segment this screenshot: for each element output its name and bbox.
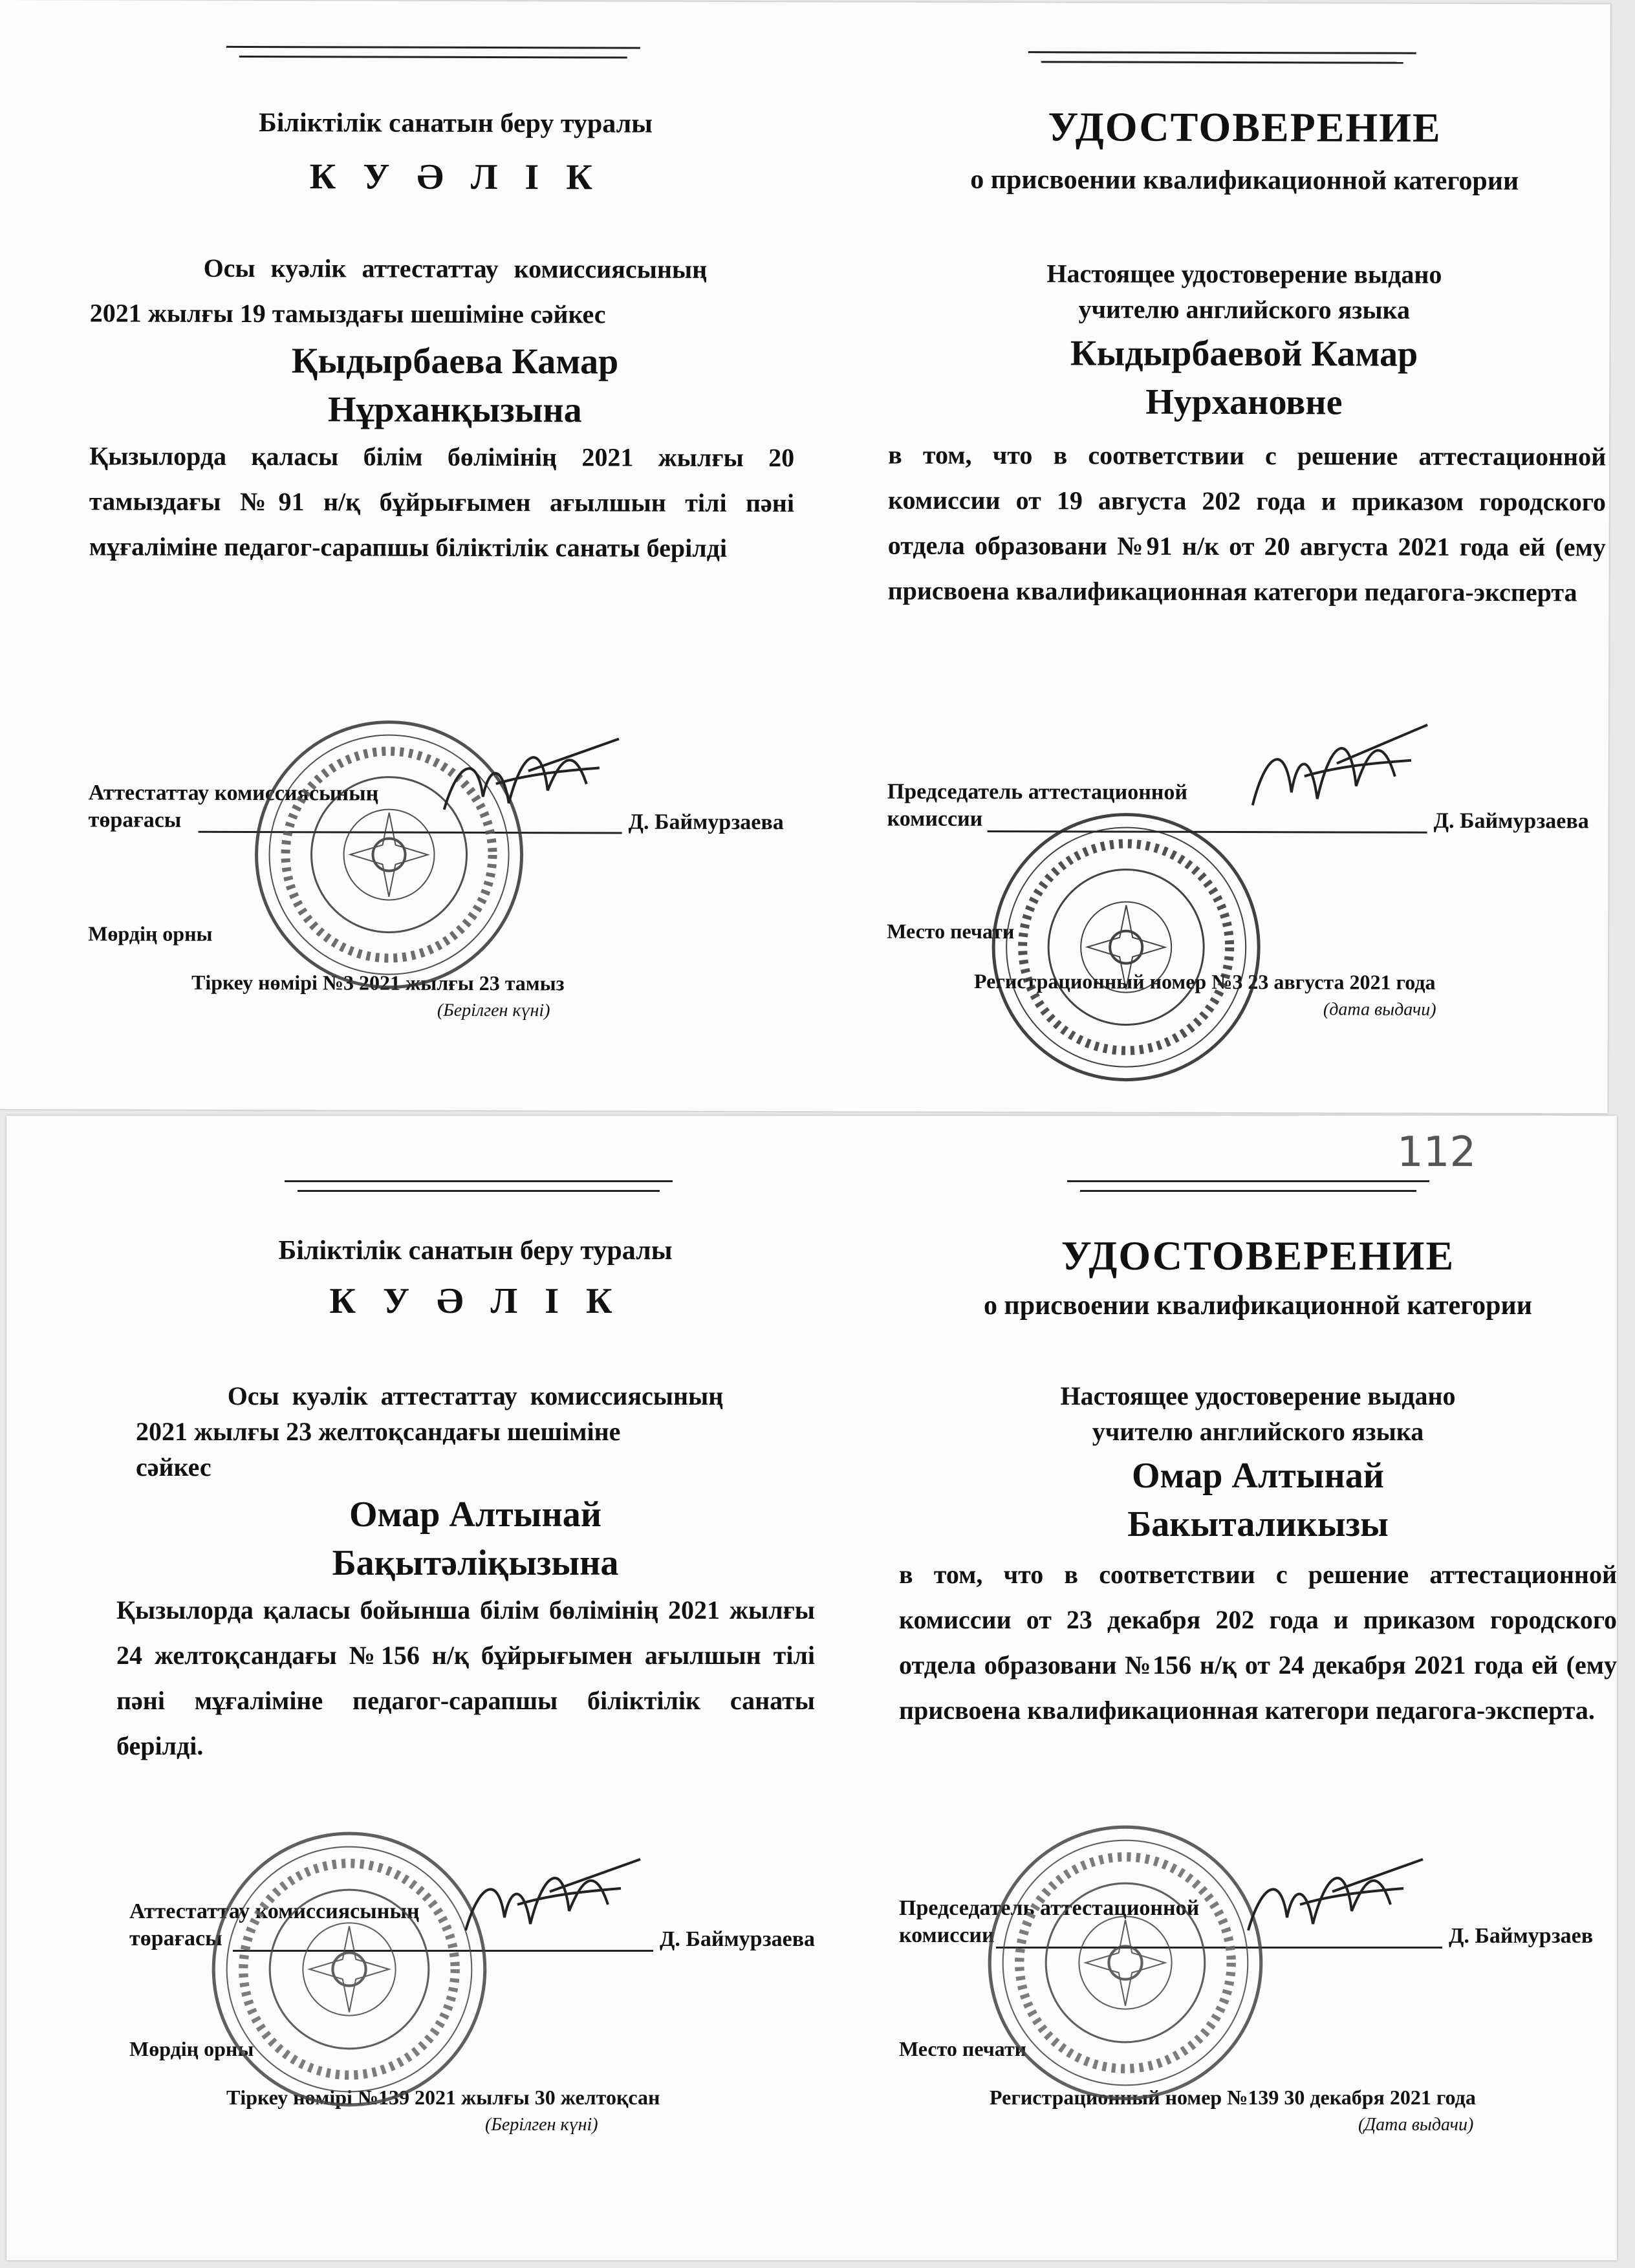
signature-icon [453, 1846, 647, 1950]
rus-recipient-name-1: Омар Алтынай [1131, 1456, 1385, 1496]
kaz-intro-line-1: Осы куәлік аттестаттау комиссиясының [203, 253, 708, 284]
rus-signer-name: Д. Баймурзаева [1433, 808, 1589, 834]
kaz-title-big: К У Ә Л І К [329, 1281, 622, 1321]
rus-intro-line-2: учителю английского языка [1078, 294, 1411, 325]
kaz-title-big: К У Ә Л І К [309, 157, 601, 198]
rus-registration: Регистрационный номер №139 30 декабря 2021 года [990, 2086, 1476, 2109]
header-rules [285, 1180, 673, 1200]
russian-panel [858, 2, 1610, 1113]
official-seal-icon [987, 808, 1266, 1086]
page-number-mark: 112 [1397, 1129, 1477, 1176]
kaz-date-note: (Берілген күні) [485, 2115, 598, 2135]
kaz-chair-label-line-2: төрағасы [88, 808, 182, 832]
kazakh-panel [69, 0, 841, 1111]
kaz-body-text: Қызылорда қаласы бойынша білім бөлімінің 2021 жылғы 24 желтоқсандағы №156 н/қ бұйрығымен ағылшын тілі пәні мұғаліміне педагог-сарапшы біліктілік санаты берілді. [116, 1595, 815, 1760]
rus-signer-name: Д. Баймурзаев [1449, 1924, 1594, 1948]
rus-intro-line-2: учителю английского языка [1092, 1417, 1424, 1446]
kaz-chair-label-line-2: төрағасы [129, 1927, 222, 1950]
signature-icon [1235, 1846, 1429, 1950]
kaz-title-small: Біліктілік санатын беру туралы [258, 108, 653, 139]
rus-title-small: о присвоении квалификационной категории [970, 164, 1519, 197]
kaz-chair-label-line-1: Аттестаттау комиссиясының [88, 781, 379, 806]
kaz-intro-line-1: Осы куәлік аттестаттау комиссиясының [227, 1381, 724, 1410]
kaz-registration: Тіркеу нөмірі №139 2021 жылғы 30 желтоқсан [226, 2086, 660, 2109]
certificate-sheet-2 [6, 1116, 1617, 2260]
rus-chair-label-line-2: комиссии [899, 1923, 995, 1947]
kaz-recipient-name-2: Бақытәліқызына [332, 1543, 619, 1583]
rus-date-note: (дата выдачи) [1323, 999, 1436, 1020]
kaz-seal-place: Мөрдің орны [129, 2037, 254, 2060]
kaz-chair-label-line-1: Аттестаттау комиссиясының [129, 1899, 420, 1923]
kaz-recipient-name-1: Омар Алтынай [349, 1495, 602, 1535]
kaz-seal-place: Мөрдің орны [88, 922, 213, 945]
kaz-intro-line-3: сәйкес [136, 1453, 211, 1482]
rus-chair-label-line-1: Председатель аттестационной [899, 1896, 1200, 1920]
header-rules [226, 46, 640, 67]
russian-panel [873, 1116, 1617, 2260]
kaz-intro-line-2: 2021 жылғы 23 желтоқсандағы шешіміне [136, 1417, 621, 1446]
kaz-title-small: Біліктілік санатын беру туралы [278, 1236, 673, 1266]
rus-seal-place: Место печати [899, 2037, 1027, 2060]
signature-icon [1240, 715, 1434, 825]
rus-body-text: в том, что в соответствии с решение аттестационной комиссии от 23 декабря 202 года и приказом городского отдела образовани №156 н/қ от 24 декабря 2021 года ей (ему присвоена квалификационная категори педагога-эксперта. [899, 1560, 1617, 1725]
kaz-registration: Тіркеу нөмірі №3 2021 жылғы 23 тамыз [191, 970, 565, 995]
kaz-signer-name: Д. Баймурзаева [660, 1927, 816, 1951]
header-rules [1028, 51, 1416, 72]
rus-title-big: УДОСТОВЕРЕНИЕ [1061, 1233, 1455, 1279]
kazakh-panel [91, 1116, 860, 2260]
rus-recipient-name-1: Кыдырбаевой Камар [1070, 333, 1418, 374]
rus-intro-line-1: Настоящее удостоверение выдано [1046, 259, 1442, 289]
rus-recipient-name-2: Бакыталикызы [1127, 1504, 1389, 1544]
rus-seal-place: Место печати [887, 919, 1015, 944]
rus-registration: Регистрационный номер №3 23 августа 2021 года [973, 969, 1436, 994]
kaz-date-note: (Берілген күні) [437, 1000, 550, 1021]
rus-title-small: о присвоении квалификационной категории [984, 1291, 1532, 1321]
rus-title-big: УДОСТОВЕРЕНИЕ [1048, 103, 1442, 151]
rus-date-note: (Дата выдачи) [1358, 2115, 1474, 2135]
signature-icon [431, 726, 625, 830]
rus-intro-line-1: Настоящее удостоверение выдано [1060, 1381, 1456, 1410]
kaz-body-text: Қызылорда қаласы білім бөлімінің 2021 жылғы 20 тамыздағы №91 н/қ бұйрығымен ағылшын тілі пәні мұғаліміне педагог-сарапшы біліктілік санаты берілді [89, 441, 795, 563]
rus-chair-label-line-2: комиссии [887, 806, 983, 831]
official-seal-icon [983, 1820, 1268, 2105]
official-seal-icon [207, 1827, 492, 2111]
kaz-recipient-name-1: Қыдырбаева Камар [291, 341, 619, 382]
rus-chair-label-line-1: Председатель аттестационной [887, 779, 1188, 805]
kaz-intro-line-2: 2021 жылғы 19 тамыздағы шешіміне сәйкес [89, 298, 606, 329]
header-rules [1067, 1180, 1429, 1200]
kaz-recipient-name-2: Нұрханқызына [327, 389, 582, 431]
certificate-sheet-1 [0, 0, 1610, 1114]
rus-body-text: в том, что в соответствии с решение аттестационной комиссии от 19 августа 202 года и приказом городского отдела образовани №91 н/к от 20 августа 2021 года ей (ему присвоена квалификационная категори педагога-эксперта [887, 440, 1607, 607]
rus-recipient-name-2: Нурхановне [1145, 382, 1343, 423]
kaz-signer-name: Д. Баймурзаева [628, 810, 784, 835]
